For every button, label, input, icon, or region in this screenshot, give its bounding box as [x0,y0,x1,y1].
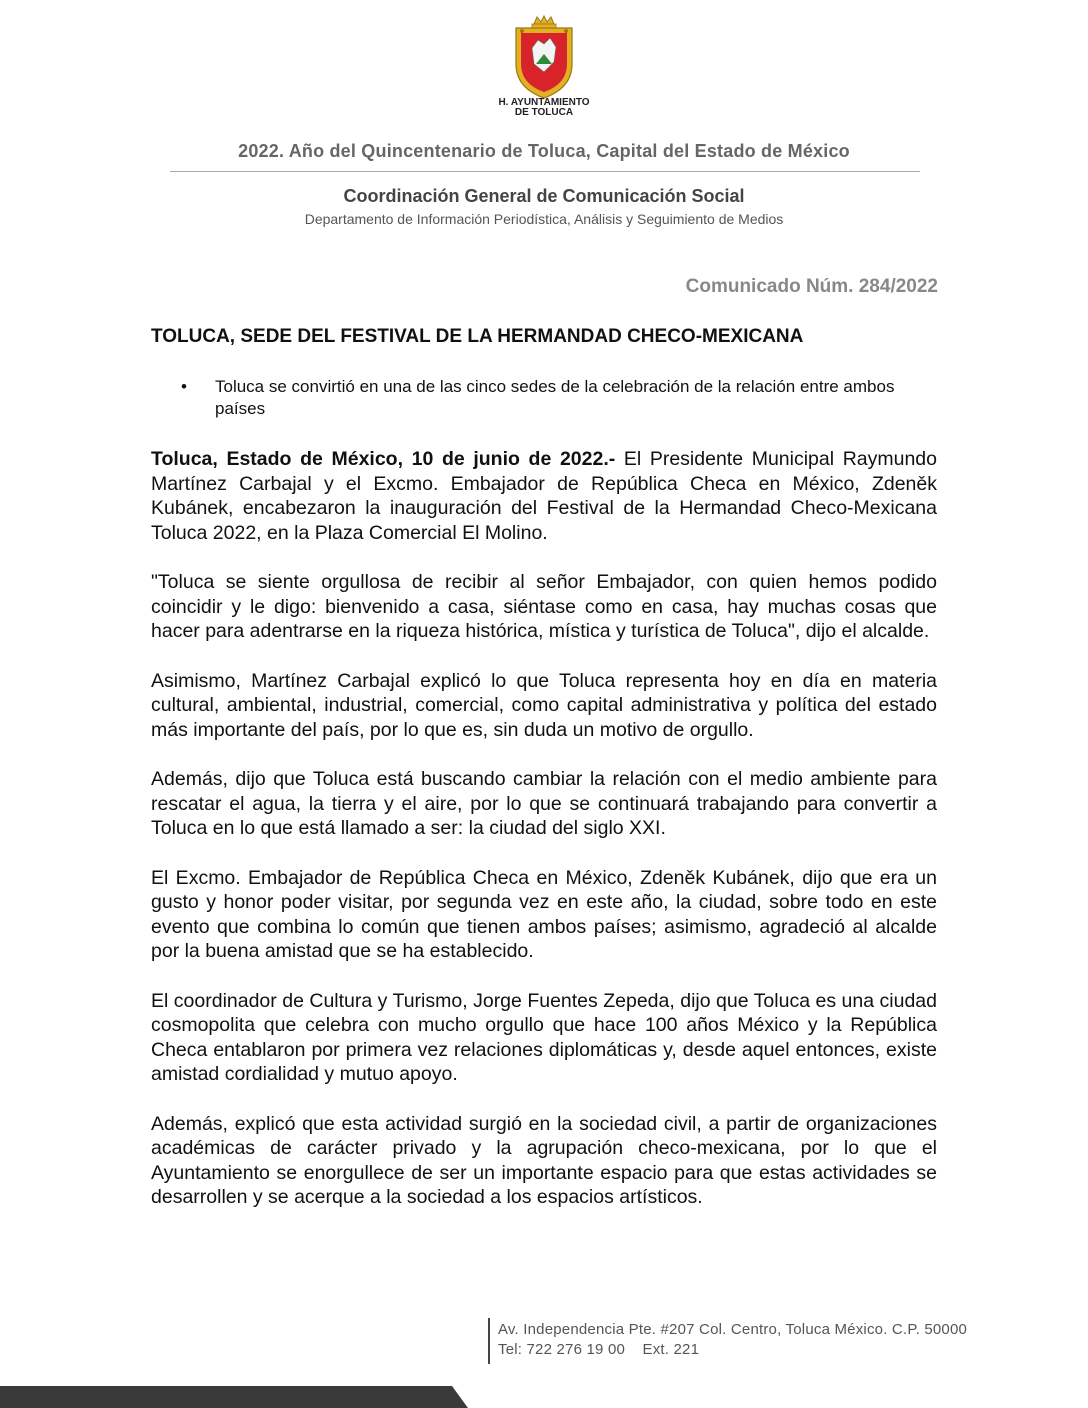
motto: 2022. Año del Quincentenario de Toluca, Capital del Estado de México [238,141,850,161]
coordination-title: Coordinación General de Comunicación Social [343,186,745,206]
paragraph-1-text: El Presidente Municipal Raymundo Martínez Carbajal y el Excmo. Embajador de República Checa en México, Zdeněk Kubánek, encabezaron la inauguración del Festival de la Hermandad Checo-Mexicana Toluca 2022, en la Plaza Comercial El Molino. [151,448,937,544]
paragraph-1 [151,447,937,545]
footer-divider [488,1318,490,1364]
footer-bar [0,1384,470,1408]
footer-phone: Tel: 722 276 19 00 Ext. 221 [498,1341,700,1358]
paragraph-5: El Excmo. Embajador de República Checa en México, Zdeněk Kubánek, dijo que era un gusto y honor poder visitar, por segunda vez en este año, la ciudad, sobre todo en este evento que combina lo común que tienen ambos países; asimismo, agradeció al alcalde por la buena amistad que se ha establecido. [151,866,937,962]
bullet-list [151,376,937,420]
org-name-line1: H. AYUNTAMIENTO [498,97,590,108]
paragraph-4: Además, dijo que Toluca está buscando cambiar la relación con el medio ambiente para rescatar el agua, la tierra y el aire, por lo que se continuará trabajando para convertir a Toluca en lo que está llamado a ser: la ciudad del siglo XXI. [151,768,937,839]
dateline: Toluca, Estado de México, 10 de junio de 2022.- [151,448,616,470]
org-name-line2: DE TOLUCA [514,107,574,118]
list-item [151,376,937,420]
footer-address: Av. Independencia Pte. #207 Col. Centro, Toluca México. C.P. 50000 [498,1321,968,1338]
paragraph-2: "Toluca se siente orgullosa de recibir al señor Embajador, con quien hemos podido coincidir y le digo: bienvenido a casa, siéntase como en casa, hay muchas cosas que hacer para adentrarse en la riqueza histórica, mística y turística de Toluca", dijo el alcalde. [151,571,937,642]
paragraph-7: Además, explicó que esta actividad surgió en la sociedad civil, a partir de organizaciones académicas de carácter privado y la agrupación checo-mexicana, por lo que el Ayuntamiento se enorgullece de ser un importante espacio para que estas actividades se desarrollen y se acerque a la sociedad a los espacios artísticos. [151,1112,937,1208]
bullet-text: Toluca se convirtió en una de las cinco sedes de la celebración de la relación entre ambos países [215,377,895,418]
coat-of-arms-icon [510,14,578,100]
header-divider [170,171,920,172]
paragraph-3: Asimismo, Martínez Carbajal explicó lo que Toluca representa hoy en día en materia cultural, ambiental, industrial, comercial, como capital administrativa y política del estado más importante del país, por lo que es, sin duda un motivo de orgullo. [151,669,937,741]
release-number: Comunicado Núm. 284/2022 [685,276,938,297]
headline: TOLUCA, SEDE DEL FESTIVAL DE LA HERMANDAD CHECO-MEXICANA [151,326,804,347]
article-body [151,447,937,1235]
bullet-dot-icon: • [181,377,187,396]
paragraph-6: El coordinador de Cultura y Turismo, Jorge Fuentes Zepeda, dijo que Toluca es una ciudad cosmopolita que celebra con mucho orgullo que hace 100 años México y la República Checa entablaron por primera vez relaciones diplomáticas y, desde aquel entonces, existe amistad cordialidad y mutuo apoyo. [151,989,937,1085]
department-subtitle: Departamento de Información Periodística, Análisis y Seguimiento de Medios [304,211,784,227]
